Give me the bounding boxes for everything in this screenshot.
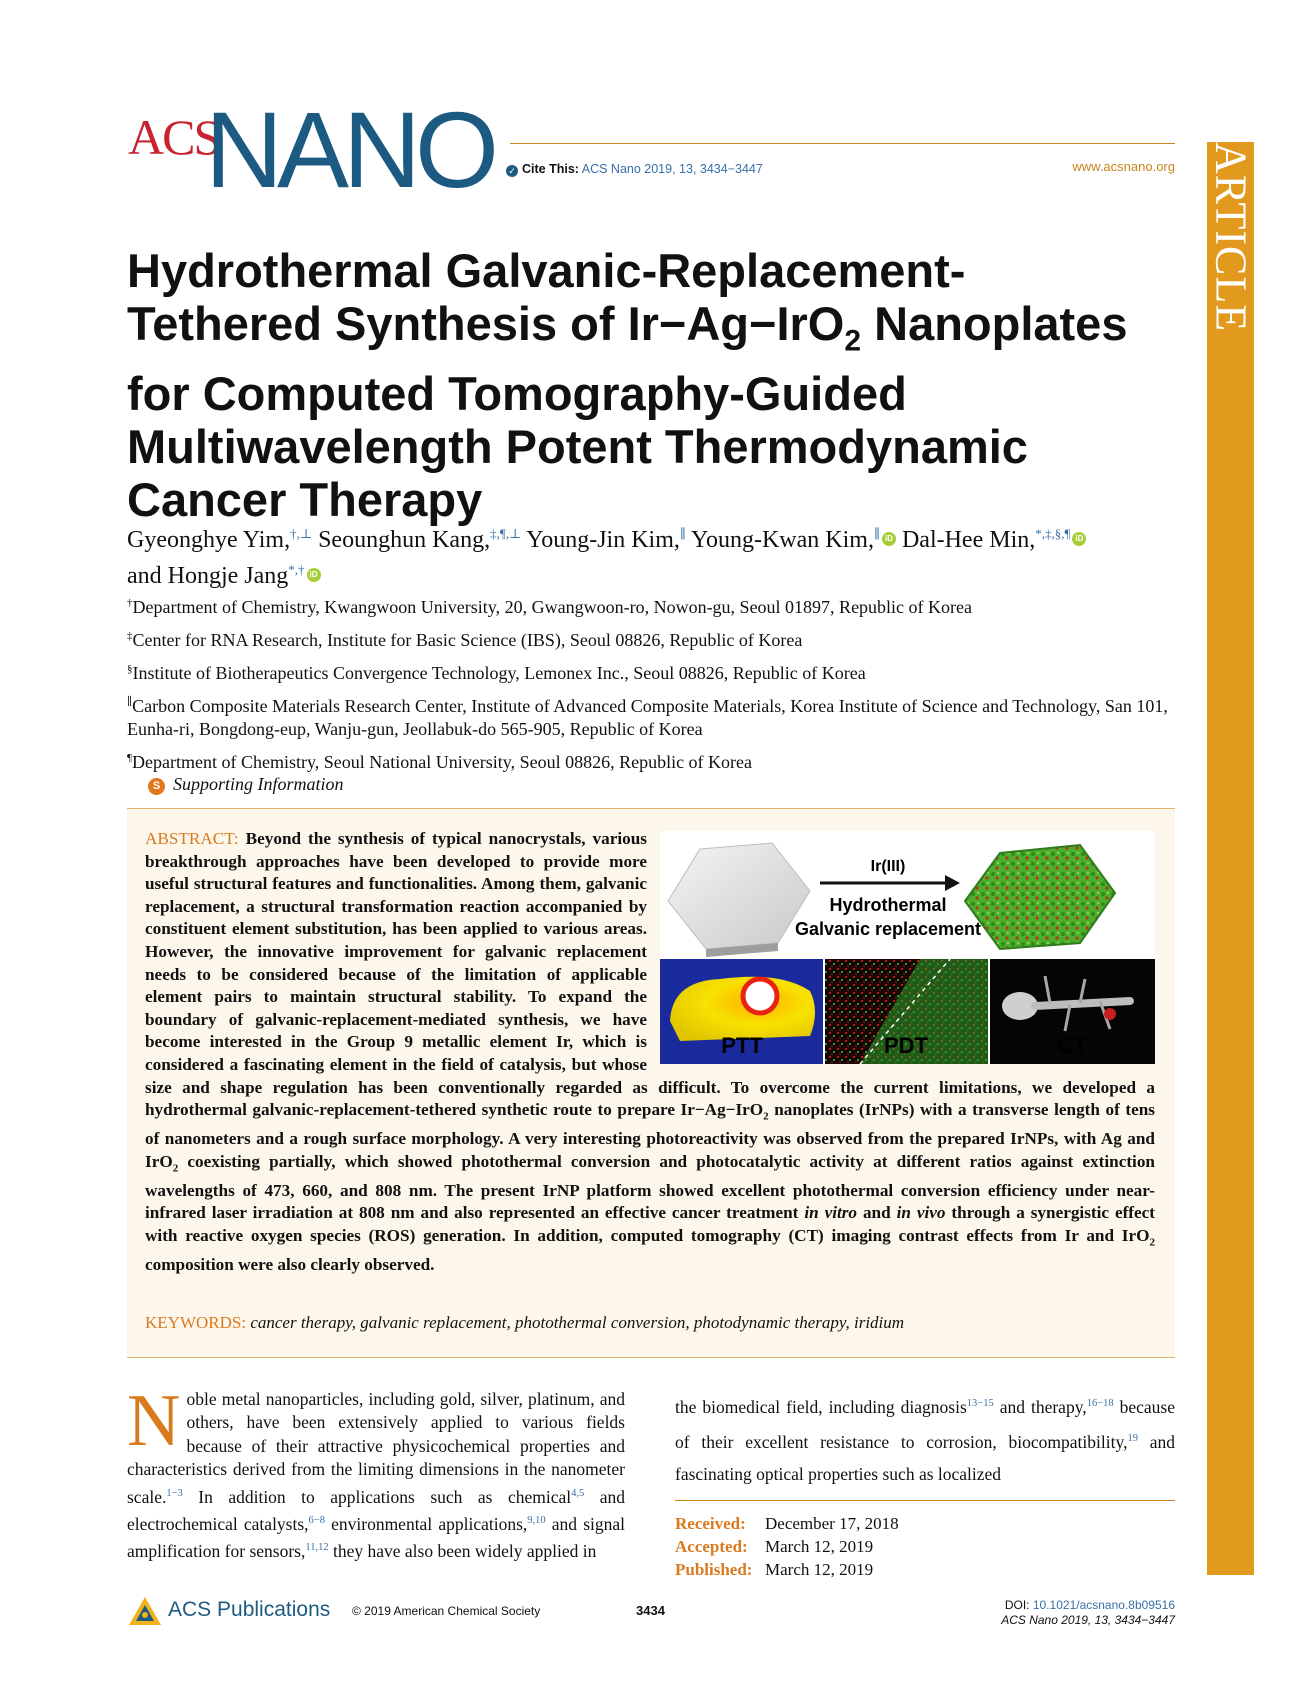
affiliation-text: Department of Chemistry, Seoul National University, Seoul 08826, Republic of Korea [131,752,753,772]
toc-process-line1: Hydrothermal [829,895,947,915]
date-label: Accepted: [675,1537,748,1556]
author-marks: ∥ [679,526,686,541]
citation-ref[interactable]: 11,12 [305,1542,329,1554]
body-text: and therapy, [993,1396,1087,1417]
check-icon: ✓ [506,165,518,177]
reaction-arrow [820,875,960,891]
dates-rule [675,1500,1175,1501]
copyright: © 2019 American Chemical Society [352,1604,541,1618]
doi-block [1001,1598,1175,1628]
date-row [675,1512,899,1535]
keywords-text: cancer therapy, galvanic replacement, photothermal conversion, photodynamic therapy, iridium [250,1313,905,1332]
author-name[interactable]: and Hongje Jang [127,563,289,589]
author-name[interactable]: Gyeonghye Yim, [127,527,291,553]
acs-publications-logo-icon [128,1596,162,1626]
author[interactable] [127,563,321,589]
publication-dates [675,1512,899,1581]
supporting-info-label[interactable]: Supporting Information [173,774,344,794]
title-subscript: 2 [844,324,862,358]
keywords [145,1313,904,1333]
author-name[interactable]: Dal-Hee Min, [901,527,1036,553]
author[interactable] [526,527,686,553]
journal-website-link[interactable]: www.acsnano.org [1072,159,1175,174]
citation-ref[interactable]: 1−3 [166,1487,183,1499]
affiliation [127,747,1187,774]
toc-graphic-svg [660,831,1155,1064]
body-text: In addition to applications such as chemical [182,1486,572,1507]
body-text: the biomedical field, including diagnosis [675,1396,967,1417]
citation-ref[interactable]: 4,5 [571,1487,585,1499]
date-row [675,1558,899,1581]
toc-reagent-label: Ir(III) [870,858,906,875]
affiliation-text: Department of Chemistry, Kwangwoon University, 20, Gwangwoon-ro, Nowon-gu, Seoul 01897, Republic of Korea [132,597,973,617]
abstract-subscript: 2 [1149,1236,1155,1249]
title-line: Hydrothermal Galvanic-Replacement- [127,244,966,297]
author-list [127,519,1187,591]
affiliation-mark: § [127,663,133,675]
affiliation [127,625,1187,652]
date-value: March 12, 2019 [765,1560,874,1579]
abstract-body: coexisting partially, which showed photothermal conversion and photocatalytic activity at different ratios against extinction wavelengths of 473, 660, and 808 nm. The present IrNP platform showed excellent photothermal conversion efficiency under near-infrared laser irradiation at 808 nm and also represented an effective cancer treatment [145,1151,1155,1223]
panel-label-pdt: PDT [884,1033,928,1058]
rough-nanoplate [965,845,1115,949]
supporting-information-link[interactable] [148,774,344,795]
keywords-label: KEYWORDS: [145,1313,247,1332]
body-text: because of their excellent resistance to corrosion, biocompatibility, [675,1396,1175,1452]
citation-ref[interactable]: 19 [1127,1432,1138,1444]
abstract-italic: in vitro [804,1203,858,1223]
citation-ref[interactable]: 6−8 [308,1514,325,1526]
article-side-text: ARTICLE [1206,142,1255,333]
nano-logo-text: NANO [205,89,494,210]
abstract-label: ABSTRACT: [145,829,239,848]
date-row [675,1535,899,1558]
affiliation [127,592,1187,619]
doi-link[interactable]: 10.1021/acsnano.8b09516 [1032,1598,1175,1612]
cite-this[interactable] [506,162,763,177]
author[interactable] [127,527,312,553]
affiliation-mark: † [127,597,133,609]
abstract-italic: in vivo [896,1203,946,1223]
date-label: Received: [675,1514,746,1533]
orcid-icon[interactable]: iD [307,568,321,582]
cite-reference[interactable]: ACS Nano 2019, 13, 3434−3447 [581,162,763,176]
author[interactable] [691,527,896,553]
panel-label-ptt: PTT [721,1033,763,1058]
author-name[interactable]: Seounghun Kang, [318,527,491,553]
article-side-label [1207,142,1254,382]
drop-cap: N [127,1380,181,1462]
affiliations [127,592,1187,780]
title-line: Tethered Synthesis of Ir−Ag−IrO [127,297,845,350]
body-text: environmental applications, [324,1513,528,1534]
toc-process-line2: Galvanic replacement [794,919,982,939]
author-marks: *,‡,§,¶ [1035,526,1071,541]
affiliation [127,691,1187,741]
abstract-body: and [857,1203,897,1223]
body-text: and electrochemical catalysts, [127,1486,625,1534]
acs-logo-text: ACS [128,109,220,165]
panel-label-ct: CT [1057,1033,1087,1058]
affiliation-mark: ¶ [127,752,132,764]
journal-reference: ACS Nano 2019, 13, 3434−3447 [1001,1613,1175,1627]
header-rule [510,143,1175,144]
supporting-info-icon: S [148,778,165,795]
body-text: oble metal nanoparticles, including gold, silver, platinum, and others, have been extensively applied to various fields because of their attractive physicochemical properties and characteristics derived from the limiting dimensions in the nanometer scale. [127,1389,625,1507]
article-title [127,244,1187,526]
abstract-subscript: 2 [763,1110,769,1123]
date-value: December 17, 2018 [765,1514,899,1533]
date-label: Published: [675,1560,753,1579]
affiliation-mark: ∥ [127,696,133,708]
orcid-icon[interactable]: iD [1072,532,1086,546]
abstract-body: composition were also clearly observed. [145,1255,435,1274]
citation-ref[interactable]: 16−18 [1086,1398,1114,1409]
publisher-name[interactable]: ACS Publications [168,1598,331,1621]
body-text: and signal amplification for sensors, [127,1513,625,1561]
author[interactable] [902,527,1086,553]
title-line: Multiwavelength Potent Thermodynamic [127,420,1028,474]
title-line: for Computed Tomography-Guided [127,367,907,421]
body-text: they have also been widely applied in [328,1540,597,1561]
author-marks: *,† [288,562,305,577]
author[interactable] [318,527,521,553]
citation-ref[interactable]: 13−15 [966,1398,994,1409]
author-marks: ‡,¶,⊥ [490,526,522,541]
ptt-panel [660,959,823,1064]
date-value: March 12, 2019 [765,1537,874,1556]
author-name[interactable]: Young-Kwan Kim, [691,527,874,553]
affiliation-mark: ‡ [127,630,133,642]
toc-graphic [660,831,1155,1064]
page-number: 3434 [636,1603,665,1618]
body-left-column [127,1380,625,1563]
smooth-nanoplate [668,843,810,957]
orcid-icon[interactable]: iD [882,532,896,546]
citation-ref[interactable]: 9,10 [527,1514,546,1526]
author-marks: ∥ [873,526,880,541]
doi-label: DOI: [1004,1598,1033,1612]
pdt-panel [825,959,988,1064]
title-line: Nanoplates [861,297,1128,350]
abstract-subscript: 2 [172,1162,179,1175]
abstract-body: nanoplates (IrNPs) with a transverse length of tens of nanometers and a rough surface morphology. A very interesting photoreactivity was observed from the prepared IrNPs, with Ag and IrO [145,1100,1155,1171]
affiliation [127,658,1187,685]
title-line: Cancer Therapy [127,473,483,527]
affiliation-text: Carbon Composite Materials Research Center, Institute of Advanced Composite Materials, Korea Institute of Science and Technology, San 101, Eunha-ri, Bongdong-eup, Wanju-gun, Jeollabuk-do 565-905, Republic of Korea [127,696,1168,739]
affiliation-text: Center for RNA Research, Institute for Basic Science (IBS), Seoul 08826, Republic of Korea [132,630,803,650]
author-name[interactable]: Young-Jin Kim, [526,527,680,553]
ct-panel [990,959,1155,1064]
author-marks: †,⊥ [290,526,313,541]
cite-label: Cite This: [522,162,579,176]
body-text: and fascinating optical properties such as localized [675,1431,1175,1484]
affiliation-text: Institute of Biotherapeutics Convergence Technology, Lemonex Inc., Seoul 08826, Republic of Korea [132,663,866,683]
abstract-body: through a synergistic effect with reactive oxygen species (ROS) generation. In addition, computed tomography (CT) imaging contrast effects from Ir and IrO [145,1203,1156,1245]
body-right-column [675,1388,1175,1490]
abstract-body: Beyond the synthesis of typical nanocrystals, various breakthrough approaches have been developed to provide more useful structural features and functionalities. Among them, galvanic replacement, a structural transformation reaction accompanied by constituent element substitution, has been applied to various areas. However, the innovative improvement for galvanic replacement needs to be considered because of the limitation of applicable element pairs to maintain structural stability. To expand the boundary of galvanic-replacement-mediated synthesis, we have become interested in the Group 9 metallic element Ir, which is considered a fascinating element in the field of catalysis, but whose size and shape regulation has been conventionally regarded as difficult. To overcome the current limitations, we developed a hydrothermal galvanic-replacement-tethered synthetic route to prepare Ir−Ag−IrO [145,829,1155,1120]
